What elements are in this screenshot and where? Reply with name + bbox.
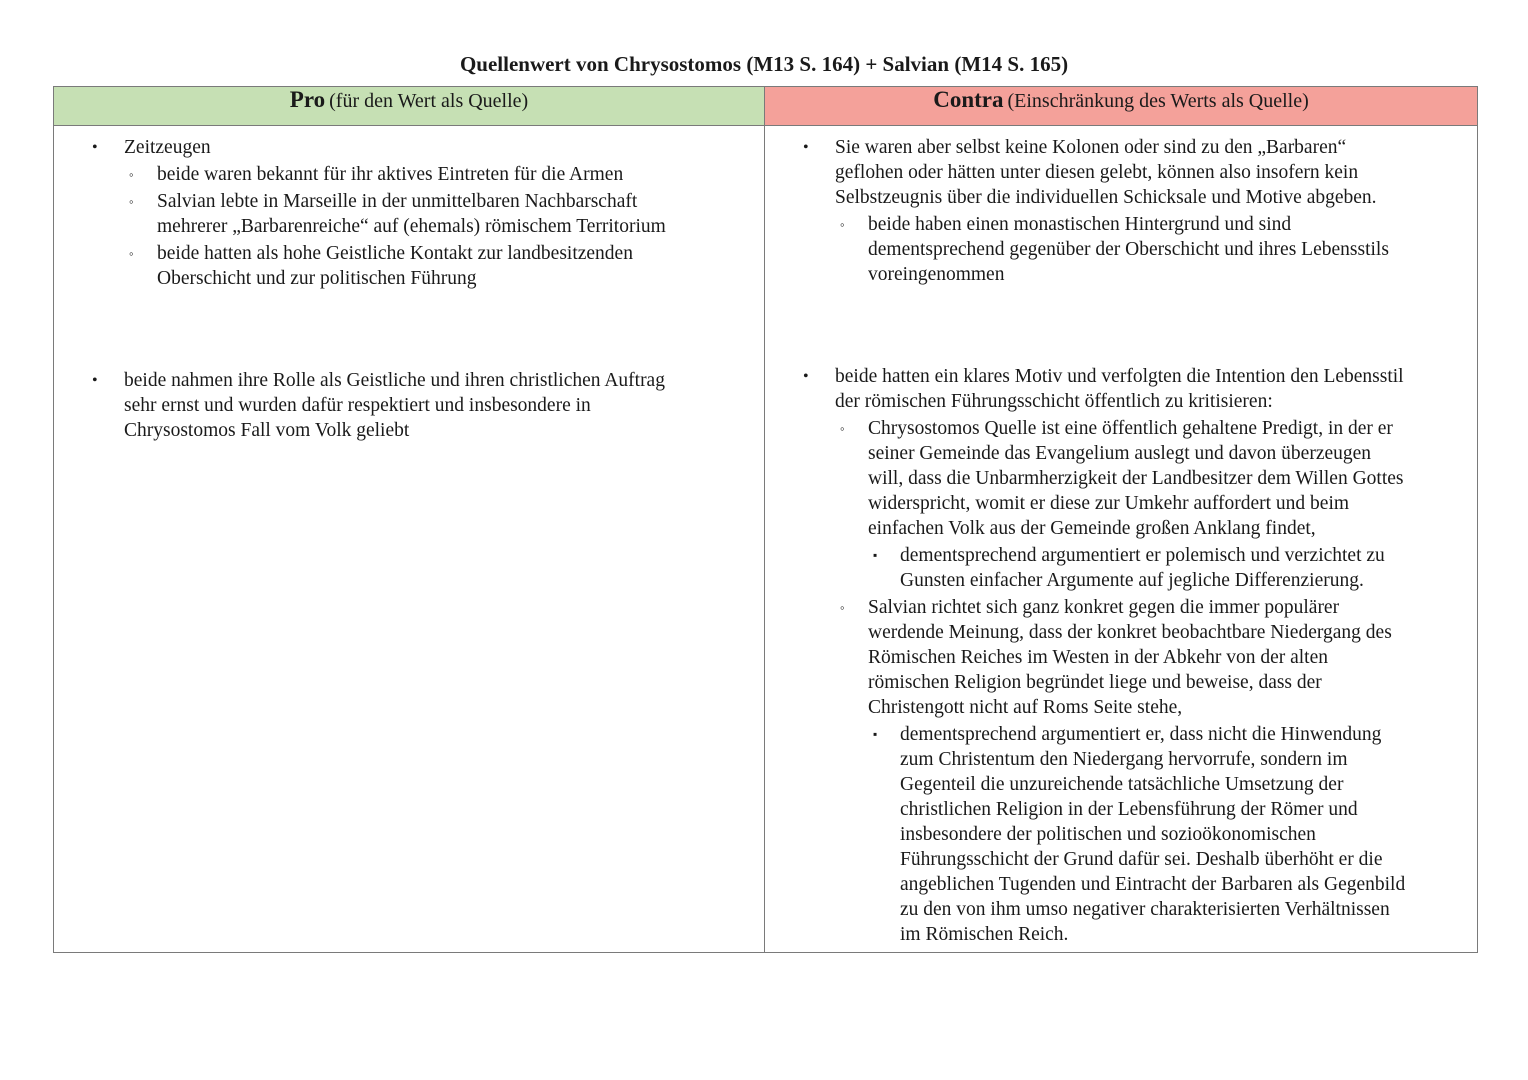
square-bullet-icon <box>873 543 877 568</box>
text-line: Salvian richtet sich ganz konkret gegen die immer populärer <box>868 597 1340 618</box>
bullet-icon <box>92 368 98 393</box>
circle-bullet-icon <box>129 189 134 214</box>
bullet-icon <box>803 364 809 389</box>
text-line: werdende Meinung, dass der konkret beobachtbare Niedergang des <box>868 622 1392 643</box>
text-line: geflohen oder hätten unter diesen gelebt, können also insofern kein <box>835 162 1359 183</box>
text-line: seiner Gemeinde das Evangelium auslegt und davon überzeugen <box>868 443 1372 464</box>
contra-block-2 <box>765 364 1477 947</box>
text-line: beide hatten ein klares Motiv und verfolgten die Intention den Lebensstil <box>835 366 1404 387</box>
text-line: Zeitzeugen <box>124 137 211 158</box>
text-line: einfachen Volk aus der Gemeinde großen Anklang findet, <box>868 518 1316 539</box>
text-line: der römischen Führungsschicht öffentlich zu kritisieren: <box>835 391 1273 412</box>
contra-column <box>765 126 1478 953</box>
text-line: Selbstzeugnis über die individuellen Schicksale und Motive abgeben. <box>835 187 1377 208</box>
pro-subitem-contact <box>54 241 764 291</box>
text-line: Christengott nicht auf Roms Seite stehe, <box>868 697 1183 718</box>
text-line: Gegenteil die unzureichende tatsächliche Umsetzung der <box>900 774 1344 795</box>
text-line: Führungsschicht der Grund dafür sei. Deshalb überhöht er die <box>900 849 1383 870</box>
bullet-icon <box>803 135 809 160</box>
text-line: im Römischen Reich. <box>900 924 1069 945</box>
text-line: römischen Religion begründet liege und beweise, dass der <box>868 672 1322 693</box>
pro-subheading: (für den Wert als Quelle) <box>329 90 529 112</box>
text-line: beide nahmen ihre Rolle als Geistliche und ihren christlichen Auftrag <box>124 370 665 391</box>
text-line: Chrysostomos Quelle ist eine öffentlich gehaltene Predigt, in der er <box>868 418 1393 439</box>
contra-item-no-colonists <box>765 135 1477 210</box>
text-line: insbesondere der politischen und sozioökonomischen <box>900 824 1316 845</box>
text-line: widerspricht, womit er diese zur Umkehr auffordert und beim <box>868 493 1350 514</box>
pro-header <box>54 87 765 126</box>
pro-column <box>54 126 765 953</box>
text-line: Gunsten einfacher Argumente auf jegliche Differenzierung. <box>900 570 1364 591</box>
text-line: Chrysostomos Fall vom Volk geliebt <box>124 420 410 441</box>
pro-contra-table <box>53 86 1478 953</box>
text-line: mehrerer „Barbarenreiche“ auf (ehemals) römischem Territorium <box>157 216 666 237</box>
text-line: zu den von ihm umso negativer charakterisierten Verhältnissen <box>900 899 1390 920</box>
text-line: Sie waren aber selbst keine Kolonen oder sind zu den „Barbaren“ <box>835 137 1347 158</box>
text-line: angeblichen Tugenden und Eintracht der Barbaren als Gegenbild <box>900 874 1406 895</box>
text-line: dementsprechend argumentiert er, dass nicht die Hinwendung <box>900 724 1382 745</box>
circle-bullet-icon <box>129 241 134 266</box>
pro-subitem-marseille <box>54 189 764 239</box>
contra-block-1 <box>765 135 1477 287</box>
square-bullet-icon <box>873 722 877 747</box>
document-title: Quellenwert von Chrysostomos (M13 S. 164) + Salvian (M14 S. 165) <box>459 52 1069 76</box>
text-line: voreingenommen <box>868 264 1005 285</box>
text-line: will, dass die Unbarmherzigkeit der Landbesitzer dem Willen Gottes <box>868 468 1404 489</box>
text-line: beide hatten als hohe Geistliche Kontakt zur landbesitzenden <box>157 243 633 264</box>
table-header-row <box>54 87 1478 126</box>
text-line: Oberschicht und zur politischen Führung <box>157 268 477 289</box>
text-line: zum Christentum den Niedergang hervorrufe, sondern im <box>900 749 1348 770</box>
text-line: dementsprechend argumentiert er polemisch und verzichtet zu <box>900 545 1385 566</box>
bullet-icon <box>92 135 98 160</box>
text-line: dementsprechend gegenüber der Oberschicht und ihres Lebensstils <box>868 239 1389 260</box>
pro-heading: Pro <box>289 87 326 112</box>
circle-bullet-icon <box>840 212 845 237</box>
circle-bullet-icon <box>129 162 134 187</box>
table-body-row <box>54 126 1478 953</box>
pro-subitem-poor <box>54 162 764 187</box>
text-line: christlichen Religion in der Lebensführung der Römer und <box>900 799 1358 820</box>
circle-bullet-icon <box>840 595 845 620</box>
pro-item-contemporaries <box>54 135 764 160</box>
text-line: Salvian lebte in Marseille in der unmittelbaren Nachbarschaft <box>157 191 638 212</box>
circle-bullet-icon <box>840 416 845 441</box>
contra-item-motive <box>765 364 1477 414</box>
pro-block-2 <box>54 368 764 443</box>
contra-subsubitem-polemic <box>765 543 1477 593</box>
pro-block-1 <box>54 135 764 291</box>
contra-subitem-salvian <box>765 595 1477 720</box>
contra-heading: Contra <box>933 87 1004 112</box>
contra-subitem-chrysostomos <box>765 416 1477 541</box>
contra-subitem-monastic <box>765 212 1477 287</box>
contra-subheading: (Einschränkung des Werts als Quelle) <box>1007 90 1309 112</box>
contra-subsubitem-argument <box>765 722 1477 947</box>
text-line: beide waren bekannt für ihr aktives Eintreten für die Armen <box>157 164 624 185</box>
text-line: sehr ernst und wurden dafür respektiert und insbesondere in <box>124 395 591 416</box>
text-line: Römischen Reiches im Westen in der Abkehr von der alten <box>868 647 1329 668</box>
pro-item-role <box>54 368 764 443</box>
contra-header <box>765 87 1478 126</box>
text-line: beide haben einen monastischen Hintergrund und sind <box>868 214 1292 235</box>
